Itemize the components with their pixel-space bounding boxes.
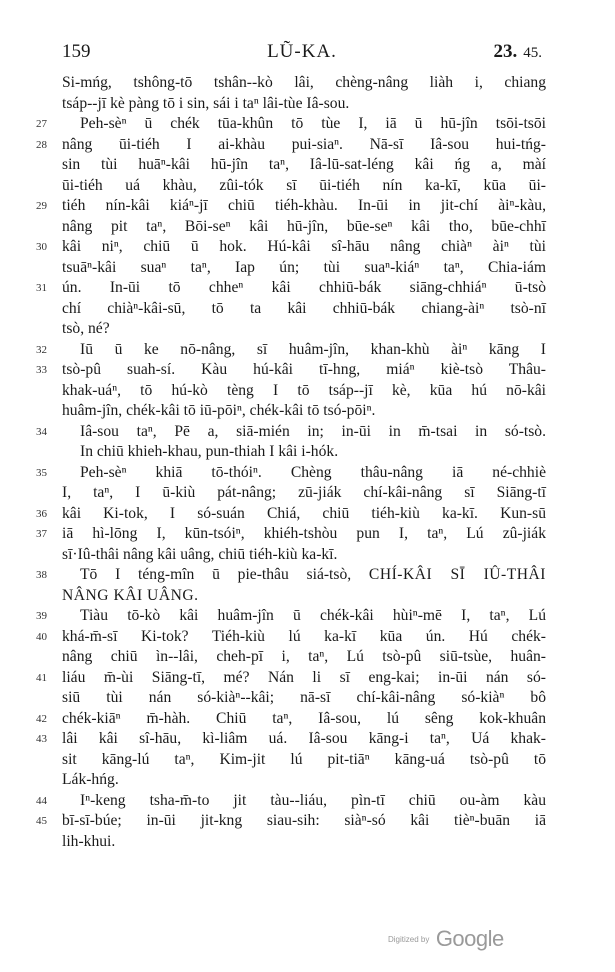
line-text — [62, 360, 546, 381]
verse-line-number: 40 — [36, 630, 47, 643]
text-line — [62, 401, 546, 422]
text-line — [36, 196, 546, 217]
line-text-content: tiéh nín-kâi kiáⁿ-jī chiū tiéh-khàu. In-ūi in jit-chí àiⁿ-kàu, — [62, 197, 546, 214]
verse-line-number: 34 — [36, 425, 47, 438]
text-line — [36, 114, 546, 135]
text-line — [36, 565, 546, 586]
line-text-content: ūi-tiéh uá khàu, zûi-tók sī ūi-tiéh nín ka-kī, kūa ūi- — [62, 176, 546, 194]
text-line — [62, 770, 546, 791]
line-text-content: Iū ū ke nō-nâng, sī huâm-jîn, khan-khù àiⁿ kāng I — [80, 340, 546, 358]
inscription-text: NÂNG KÂI UÂNG. — [62, 586, 199, 604]
text-line — [62, 217, 546, 238]
line-text — [62, 463, 546, 484]
line-text-content: I, taⁿ, I ū-kiù pát-nâng; zū-jiák chí-kâi-nâng sī Siāng-tī — [62, 484, 546, 501]
line-text — [62, 73, 546, 94]
text-line — [36, 278, 546, 299]
line-text-content: siū tùi nán só-kiàⁿ--kâi; nā-sī chí-kâi-nâng só-kiàⁿ bô — [62, 689, 546, 706]
verse-line-number: 38 — [36, 569, 47, 581]
line-text-content: Si-mńg, tshông-tō tshân--kò lâi, chèng-nâng liàh i, chiang — [62, 74, 546, 91]
verse-line-number: 27 — [36, 118, 47, 130]
digitized-watermark — [388, 926, 504, 952]
text-line — [62, 832, 546, 853]
text-line — [62, 73, 546, 94]
verse-line-number: 30 — [36, 241, 47, 253]
line-text — [62, 606, 546, 627]
verse-line-number: 44 — [36, 794, 47, 807]
chapter-verse-ref — [494, 40, 543, 65]
text-line — [62, 483, 546, 504]
line-text — [62, 688, 546, 709]
line-text-content: iā hì-lōng I, kūn-tsóiⁿ, khiéh-tshòu pun I, taⁿ, Lú zû-jiák — [62, 525, 546, 542]
text-line — [62, 586, 546, 607]
chapter-number: 23. — [493, 41, 518, 62]
page-header — [62, 40, 542, 66]
line-text — [62, 709, 546, 730]
line-text-content: Tō I téng-mîn ū pie-thâu siá-tsò, — [80, 566, 369, 583]
text-line — [62, 442, 546, 463]
line-text-content: nâng chiū ìn--lâi, cheh-pī i, taⁿ, Lú tsò-pû siū-tsùe, huân- — [62, 648, 546, 665]
line-text — [62, 586, 546, 607]
line-text — [62, 832, 546, 853]
line-text-content: huâm-jîn, chék-kâi tō iū-pōiⁿ, chék-kâi tō tsó-pōiⁿ. — [62, 402, 376, 419]
line-text — [62, 381, 546, 402]
verse-line-number: 36 — [36, 507, 47, 520]
verse-line-number: 41 — [36, 671, 47, 684]
text-line — [36, 135, 546, 156]
google-logo: Google — [435, 926, 504, 951]
line-text-content: tsuāⁿ-kâi suaⁿ taⁿ, Iap ún; tùi suaⁿ-kiáⁿ taⁿ, Chia-iám — [62, 258, 546, 276]
text-line — [62, 381, 546, 402]
line-text-content: bī-sī-búe; in-ūi jit-kng siau-sih: siàⁿ-só kâi tièⁿ-buān iā — [62, 812, 546, 829]
line-text-content: sī·Iû-thâi nâng kâi uâng, chiū tiéh-kiù ka-kī. — [62, 545, 338, 563]
line-text — [62, 114, 546, 135]
line-text-content: chí chiàⁿ-kâi-sū, tō ta kâi chhiū-bák chiang-àiⁿ tsò-nī — [62, 299, 546, 317]
text-line — [36, 729, 546, 750]
line-text-content: khak-uáⁿ, tō hú-kò tèng I tō tsáp--jī kè, kūa hú nō-kâi — [62, 381, 546, 399]
text-line — [36, 360, 546, 381]
text-line — [62, 319, 546, 340]
line-text-content: Iâ-sou taⁿ, Pē a, siā-mién in; in-ūi in m̄-tsai in só-tsò. — [80, 422, 546, 440]
text-line — [62, 299, 546, 320]
scripture-text — [36, 73, 546, 852]
line-text — [62, 155, 546, 176]
verse-line-number: 28 — [36, 138, 47, 151]
text-line — [62, 176, 546, 197]
text-line — [62, 94, 546, 115]
line-text — [62, 811, 546, 832]
line-text-content: Peh-sèⁿ khiā tō-thóiⁿ. Chèng thâu-nâng iā né-chhiè — [80, 463, 546, 481]
line-text — [62, 545, 546, 566]
line-text — [62, 401, 546, 422]
text-line — [36, 791, 546, 812]
verse-line-number: 45 — [36, 815, 47, 827]
verse-line-number: 32 — [36, 343, 47, 356]
line-text — [62, 299, 546, 320]
verse-line-number: 42 — [36, 712, 47, 725]
line-text — [62, 442, 546, 463]
text-line — [36, 811, 546, 832]
line-text — [62, 729, 546, 750]
line-text-content: Peh-sèⁿ ū chék tūa-khûn tō tùe I, iā ū hū-jîn tsōi-tsōi — [80, 115, 546, 132]
text-line — [62, 750, 546, 771]
text-line — [36, 504, 546, 525]
text-line — [62, 545, 546, 566]
verse-line-number: 29 — [36, 200, 47, 212]
line-text-content: liáu m̄-ùi Siāng-tī, mé? Nán li sī eng-kai; in-ūi nán só- — [62, 668, 546, 686]
line-text — [62, 94, 546, 115]
line-text — [62, 750, 546, 771]
line-text — [62, 135, 546, 156]
line-text-content: kâi niⁿ, chiū ū hok. Hú-kâi sî-hāu nâng chiàⁿ àiⁿ tùi — [62, 238, 546, 255]
text-line — [62, 258, 546, 279]
page-number: 159 — [62, 41, 91, 62]
line-text-content: chék-kiāⁿ m̄-hàh. Chiū taⁿ, Iâ-sou, lú sêng kok-khuân — [62, 709, 546, 727]
line-text — [62, 565, 546, 586]
verse-line-number: 33 — [36, 364, 47, 376]
text-line — [62, 155, 546, 176]
text-line — [36, 422, 546, 443]
line-text — [62, 524, 546, 545]
line-text — [62, 340, 546, 361]
line-text — [62, 483, 546, 504]
line-text-content: sit kāng-lú taⁿ, Kim-jit lú pit-tiāⁿ kāng-uá tsò-pû tō — [62, 750, 546, 768]
book-title: LŨ-KA. — [267, 41, 337, 62]
inscription-text: CHÍ-KÂI SĪ IÛ-THÂI — [368, 566, 546, 583]
verse-number: 45. — [523, 45, 542, 61]
text-line — [36, 463, 546, 484]
line-text-content: lâi kâi sî-hāu, kì-liâm uá. Iâ-sou kāng-i taⁿ, Uá khak- — [62, 730, 546, 747]
text-line — [36, 627, 546, 648]
line-text — [62, 504, 546, 525]
text-line — [36, 340, 546, 361]
line-text-content: sin tùi huāⁿ-kâi hū-jîn taⁿ, Iâ-lū-sat-léng kâi ńg a, màí — [62, 156, 546, 173]
line-text — [62, 196, 546, 217]
line-text — [62, 278, 546, 299]
line-text — [62, 217, 546, 238]
line-text-content: nâng ūi-tiéh I ai-khàu pui-siaⁿ. Nā-sī Iâ-sou hui-tńg- — [62, 135, 546, 153]
line-text-content: kâi Ki-tok, I só-suán Chiá, chiū tiéh-kiù ka-kī. Kun-sū — [62, 504, 546, 522]
line-text — [62, 258, 546, 279]
line-text-content: Tiàu tō-kò kâi huâm-jîn ū chék-kâi hùiⁿ-mē I, taⁿ, Lú — [80, 607, 546, 624]
line-text-content: khá-m̄-sī Ki-tok? Tiéh-kiù lú ka-kī kūa ún. Hú chék- — [62, 627, 546, 645]
line-text-content: lih-khui. — [62, 832, 116, 850]
line-text — [62, 237, 546, 258]
text-line — [36, 606, 546, 627]
line-text — [62, 627, 546, 648]
text-line — [36, 237, 546, 258]
line-text-content: Iⁿ-keng tsha-m̄-to jit tàu--liáu, pìn-tī chiū ou-àm kàu — [80, 791, 546, 809]
line-text-content: tsáp--jī kè pàng tō i sin, sái i taⁿ lâi-tùe Iâ-sou. — [62, 94, 350, 112]
line-text-content: nâng pit taⁿ, Bōi-seⁿ kâi hū-jîn, būe-seⁿ kâi tho, būe-chhī — [62, 217, 546, 235]
verse-line-number: 37 — [36, 528, 47, 540]
text-line — [62, 647, 546, 668]
verse-line-number: 31 — [36, 282, 47, 294]
line-text — [62, 422, 546, 443]
text-line — [62, 688, 546, 709]
text-line — [36, 668, 546, 689]
line-text-content: Lák-hńg. — [62, 771, 119, 788]
text-line — [36, 709, 546, 730]
line-text — [62, 647, 546, 668]
line-text-content: tsò, né? — [62, 320, 110, 337]
verse-line-number: 35 — [36, 466, 47, 479]
line-text — [62, 791, 546, 812]
verse-line-number: 43 — [36, 733, 47, 745]
text-line — [36, 524, 546, 545]
line-text-content: tsò-pû suah-sí. Kàu hú-kâi tī-hng, miáⁿ kiè-tsò Thâu- — [62, 361, 546, 378]
watermark-prefix: Digitized by — [388, 934, 430, 944]
line-text-content: In chiū khieh-khau, pun-thiah I kâi i-hók. — [80, 443, 339, 460]
verse-line-number: 39 — [36, 610, 47, 622]
line-text — [62, 668, 546, 689]
line-text-content: ún. In-ūi tō chheⁿ kâi chhiū-bák siāng-chhiáⁿ ū-tsò — [62, 279, 546, 296]
line-text — [62, 319, 546, 340]
line-text — [62, 176, 546, 197]
line-text — [62, 770, 546, 791]
